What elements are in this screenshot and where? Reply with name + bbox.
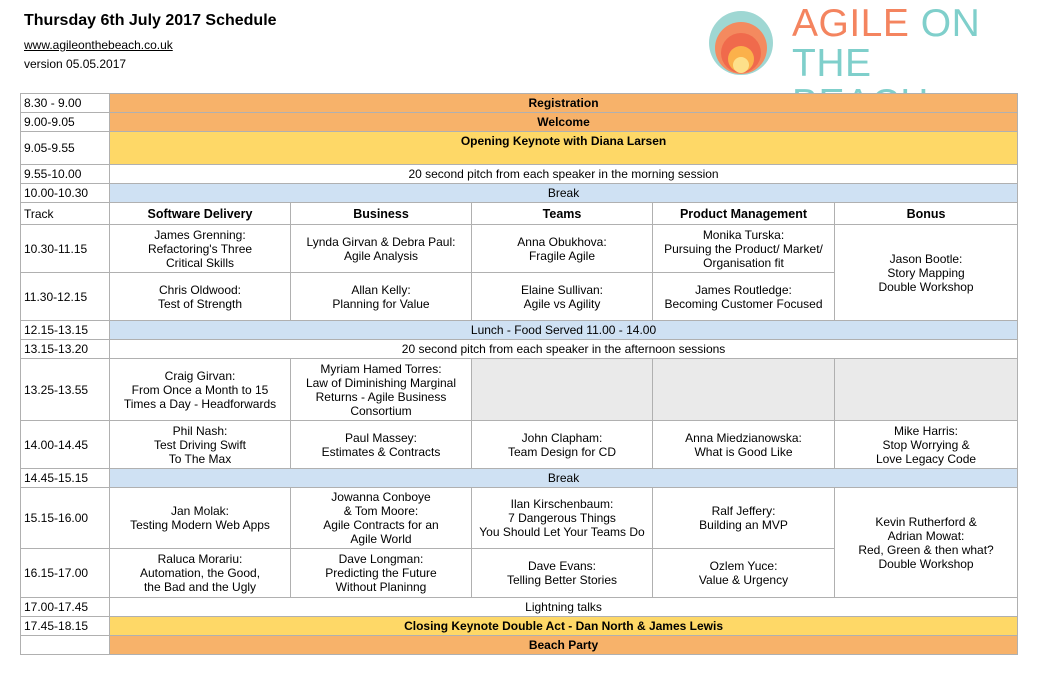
session-cell: Paul Massey: Estimates & Contracts [291,421,472,469]
logo-word-on: ON [920,2,981,45]
website-link[interactable]: www.agileonthebeach.co.uk [24,38,173,52]
session-cell: Lynda Girvan & Debra Paul: Agile Analysis [291,225,472,273]
session-cell: Anna Miedzianowska: What is Good Like [653,421,835,469]
time-cell: 14.00-14.45 [21,421,110,469]
session-cell: Dave Longman: Predicting the Future Without Planinng [291,549,472,598]
row-session-1400 [21,421,1018,469]
row-session-1325 [21,359,1018,421]
track-header: Bonus [835,203,1018,225]
time-cell: 17.00-17.45 [21,598,110,617]
session-cell: Craig Girvan: From Once a Month to 15 Times a Day - Headforwards [110,359,291,421]
lightning-talks-banner: Lightning talks [110,598,1018,617]
row-opening-keynote [21,132,1018,165]
row-pitch-afternoon [21,340,1018,359]
beach-party-banner: Beach Party [110,636,1018,655]
session-cell: Dave Evans: Telling Better Stories [472,549,653,598]
session-cell: Allan Kelly: Planning for Value [291,273,472,321]
row-registration [21,94,1018,113]
lunch-banner: Lunch - Food Served 11.00 - 14.00 [110,321,1018,340]
agile-on-the-beach-logo [708,4,1018,88]
time-cell: 11.30-12.15 [21,273,110,321]
schedule-table [20,93,1018,655]
track-header: Teams [472,203,653,225]
pitch-afternoon-banner: 20 second pitch from each speaker in the afternoon sessions [110,340,1018,359]
time-cell: 17.45-18.15 [21,617,110,636]
pitch-morning-banner: 20 second pitch from each speaker in the morning session [110,165,1018,184]
session-cell: Elaine Sullivan: Agile vs Agility [472,273,653,321]
session-cell: Ilan Kirschenbaum: 7 Dangerous Things You Should Let Your Teams Do [472,488,653,549]
track-header: Product Management [653,203,835,225]
registration-banner: Registration [110,94,1018,113]
session-cell: John Clapham: Team Design for CD [472,421,653,469]
row-lightning-talks [21,598,1018,617]
row-beach-party [21,636,1018,655]
session-cell: Mike Harris: Stop Worrying & Love Legacy Code [835,421,1018,469]
time-cell: 14.45-15.15 [21,469,110,488]
welcome-banner: Welcome [110,113,1018,132]
session-cell: Ozlem Yuce: Value & Urgency [653,549,835,598]
row-break-morning [21,184,1018,203]
time-cell: 13.25-13.55 [21,359,110,421]
time-cell: 15.15-16.00 [21,488,110,549]
page-title: Thursday 6th July 2017 Schedule [24,12,277,29]
bonus-session-cell: Kevin Rutherford & Adrian Mowat: Red, Green & then what? Double Workshop [835,488,1018,598]
session-cell: Chris Oldwood: Test of Strength [110,273,291,321]
time-cell: 16.15-17.00 [21,549,110,598]
bonus-session-cell: Jason Bootle: Story Mapping Double Workshop [835,225,1018,321]
row-track-headers [21,203,1018,225]
opening-keynote-banner: Opening Keynote with Diana Larsen [110,132,1018,165]
track-header: Business [291,203,472,225]
break-banner: Break [110,469,1018,488]
time-cell: 10.00-10.30 [21,184,110,203]
row-break-afternoon [21,469,1018,488]
session-cell: James Grenning: Refactoring's Three Critical Skills [110,225,291,273]
logo-line-the-beach: THE [792,42,872,85]
session-cell: Jowanna Conboye & Tom Moore: Agile Contracts for an Agile World [291,488,472,549]
time-cell: 10.30-11.15 [21,225,110,273]
version-label: version 05.05.2017 [24,57,127,71]
sun-logo-icon [708,10,774,86]
empty-session-cell [472,359,653,421]
logo-word-agile: AGILE [792,2,910,45]
track-label: Track [21,203,110,225]
empty-session-cell [653,359,835,421]
time-cell: 13.15-13.20 [21,340,110,359]
track-header: Software Delivery [110,203,291,225]
row-welcome [21,113,1018,132]
time-cell [21,636,110,655]
session-cell: Myriam Hamed Torres: Law of Diminishing Marginal Returns - Agile Business Consortium [291,359,472,421]
row-lunch [21,321,1018,340]
session-cell: Anna Obukhova: Fragile Agile [472,225,653,273]
time-cell: 12.15-13.15 [21,321,110,340]
session-cell: Jan Molak: Testing Modern Web Apps [110,488,291,549]
session-cell: Raluca Morariu: Automation, the Good, the Bad and the Ugly [110,549,291,598]
time-cell: 9.55-10.00 [21,165,110,184]
session-cell: Monika Turska: Pursuing the Product/ Market/ Organisation fit [653,225,835,273]
time-cell: 8.30 - 9.00 [21,94,110,113]
session-cell: Ralf Jeffery: Building an MVP [653,488,835,549]
empty-session-cell [835,359,1018,421]
row-session-1515 [21,488,1018,549]
break-banner: Break [110,184,1018,203]
session-cell: James Routledge: Becoming Customer Focused [653,273,835,321]
row-pitch-morning [21,165,1018,184]
row-session-1030 [21,225,1018,273]
time-cell: 9.00-9.05 [21,113,110,132]
closing-keynote-banner: Closing Keynote Double Act - Dan North & James Lewis [110,617,1018,636]
time-cell: 9.05-9.55 [21,132,110,165]
row-closing-keynote [21,617,1018,636]
session-cell: Phil Nash: Test Driving Swift To The Max [110,421,291,469]
